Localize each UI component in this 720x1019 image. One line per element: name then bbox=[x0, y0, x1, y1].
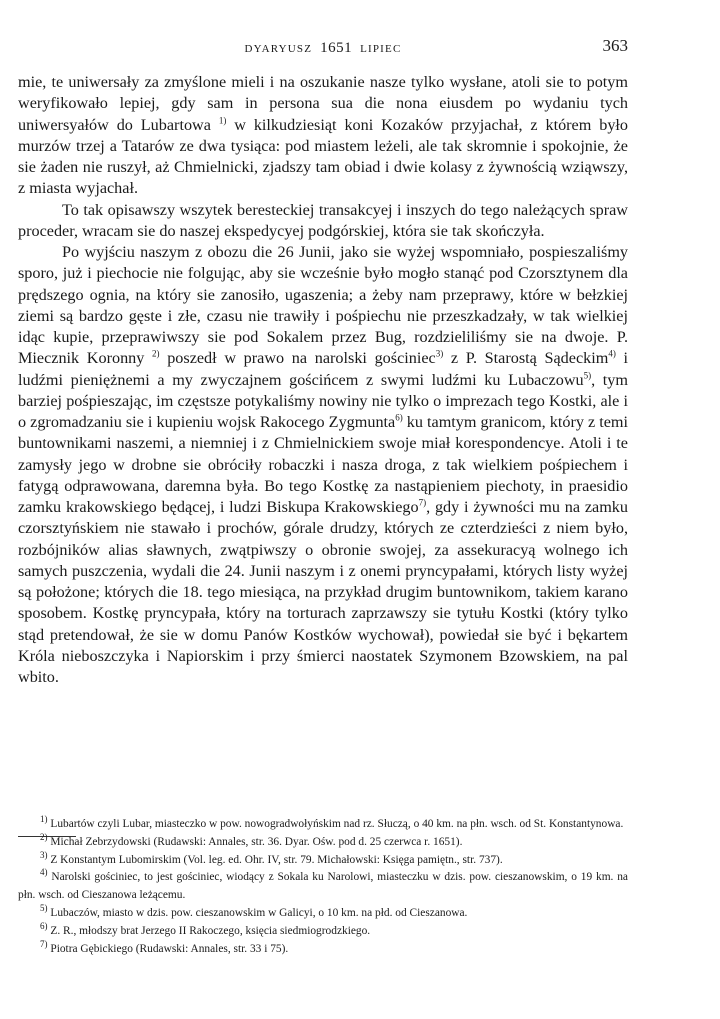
footnote-text: Z. R., młodszy brat Jerzego II Rakoczego, księcia siedmiogrodzkiego. bbox=[50, 924, 371, 937]
footnotes bbox=[18, 816, 628, 958]
main-text bbox=[18, 72, 628, 688]
footnote-mark: 7) bbox=[40, 938, 48, 949]
footnote bbox=[18, 869, 628, 905]
running-title-left: DYARYUSZ bbox=[244, 43, 313, 55]
text-run: w kilkudziesiąt koni Kozaków przyjachał, z którem było murzów trzej a Tatarów ze dwa tysiąca: pod miastem leżeli, ale tak skromnie i spokojnie, że sie żaden nie ruszył, aż Chmielnicki, zjadszy tam obiad i dwie kolasy z żywnością wziąwszy, z miasta wyjachał. bbox=[18, 115, 629, 198]
footnote-mark: 2) bbox=[40, 832, 48, 842]
text-run: z P. Starostą Sądeckim bbox=[450, 349, 609, 368]
text-run: , gdy i żywności mu na zamku czorsztyńskiem nie stawało i prochów, górale drudzy, których ze czterdzieści z niem było, rozbójników alias sławnych, zwątpiwszy o obronie swojej, za assekuracyą wolnego ich samych puszczenia, wydali die 24. Junii naszym i z onemi pryncypałami, których listy wyżej są położone; których die 18. tego miesiąca, na przykład drugim buntownikom, takiem karano sposobem. Kostkę pryncypała, który na torturach zaprzawszy sie tytułu Kostki (który tylko stąd pretendował, że sie w domu Panów Kostków wychował), powiedał sie być i bękartem Króla nieboszczyka i Napiorskim i przy śmierci naostatek Szymonem Bzowskiem, na pal wbito. bbox=[18, 498, 628, 686]
footnote-mark: 4) bbox=[40, 867, 48, 878]
footnote bbox=[18, 938, 628, 959]
text-run: Po wyjściu naszym z obozu die 26 Junii, jako sie wyżej wspomniało, pospieszaliśmy sporo, już i piechocie nie folgując, aby sie wcześnie było mogło stanąć pod Czorsztynem dla prędszego ognia, na który sie zanosiło, ugaszenia; a żeby nam przeprawy, które w bełzkiej ziemi są bardzo gęste i złe, czasu nie trawiły i pośpiechu nie przeszkadzały, w tak wielkiej idąc kupie, przeprawiwszy sie pod Sokalem przez Bug, rozdzieliliśmy sie na dwoje. P. Miecznik Koronny bbox=[18, 243, 628, 368]
footnote-text: Michał Zebrzydowski (Rudawski: Annales, str. 36. Dyar. Ośw. pod d. 25 czerwca r. 1651). bbox=[50, 835, 463, 848]
footnote-text: Z Konstantym Lubomirskim (Vol. leg. ed. Ohr. IV, str. 79. Michałowski: Księga pamiętn., str. 737). bbox=[50, 853, 503, 866]
text-run: poszedł w prawo na narolski gościniec bbox=[167, 349, 436, 368]
footnote bbox=[18, 834, 628, 852]
footnote-text: Lubartów czyli Lubar, miasteczko w pow. nowogradwołyńskim nad rz. Słuczą, o 40 km. na płn. wsch. od St. Konstantynowa. bbox=[50, 818, 624, 830]
paragraph: To tak opisawszy wszytek beresteckiej transakcyej i inszych do tego należących spraw proceder, wracam sie do naszej ekspedycyej podgórskiej, która sie tak skończyła. bbox=[18, 200, 628, 240]
footnote-text: Narolski gościniec, to jest gościniec, wiodący z Sokala ku Narolowi, miasteczku w dzis. pow. cieszanowskim, o 19 km. na płn. wsch. od Cieszanowa leżącemu. bbox=[18, 871, 628, 902]
footnote-mark: 1) bbox=[40, 814, 48, 825]
text-run: ku tamtym granicom, który z temi buntownikami naszemi, a niemniej i z Chmielnickiem swoje miał korespondencye. Atoli i te zamysły jego w drobne sie obróciły robaczki i nasza droga, z tak wielkiem pośpiechem i fatygą odprawowana, daremna była. Bo tego Kostkę za nastąpieniem piechoty, in praesidio zamku krakowskiego będącej, i ludzi Biskupa Krakowskiego bbox=[18, 413, 628, 516]
page-header bbox=[18, 34, 628, 62]
footnote-ref: 4) bbox=[608, 348, 616, 359]
footnote bbox=[18, 849, 628, 870]
footnote-mark: 6) bbox=[40, 920, 48, 931]
footnote-mark: 3) bbox=[40, 849, 48, 860]
footnote bbox=[18, 816, 628, 834]
footnote-ref: 3) bbox=[435, 348, 444, 359]
paragraph bbox=[18, 242, 628, 688]
footnote-ref: 1) bbox=[218, 115, 227, 126]
footnote-ref: 7) bbox=[418, 497, 427, 508]
text-run: mie, te uniwersały za zmyślone mieli i na oszukanie nasze tylko wysłane, atoli sie to potym weryfikowało lepiej, gdy sam in persona sua die nona eiusdem po wydaniu tych uniwersyałów do Lubartowa bbox=[18, 73, 628, 134]
footnote bbox=[18, 905, 628, 923]
footnote-ref: 5) bbox=[583, 370, 592, 381]
page-number: 363 bbox=[602, 36, 628, 55]
document-page bbox=[18, 0, 628, 1019]
footnote-ref: 2) bbox=[152, 348, 160, 359]
running-title-right: LIPIEC bbox=[360, 43, 402, 55]
paragraph bbox=[18, 72, 628, 200]
footnote-mark: 5) bbox=[40, 903, 48, 914]
footnote-text: Piotra Gębickiego (Rudawski: Annales, str. 33 i 75). bbox=[50, 942, 289, 955]
text-run: , tym barziej pośpieszając, im częstsze potykaliśmy nowiny nie tylko o imprezach tego Kostki, ale i o zgromadzaniu sie i kupieniu wojsk Rakocego Zygmunta bbox=[18, 370, 628, 431]
running-title bbox=[18, 40, 628, 57]
footnote bbox=[18, 920, 628, 941]
footnote-ref: 6) bbox=[395, 412, 403, 423]
text-run: i ludźmi pieniężnemi a my zwyczajnem gościńcem z swymi ludźmi ku Lubaczowu bbox=[18, 349, 628, 389]
footnote-text: Lubaczów, miasto w dzis. pow. cieszanowskim w Galicyi, o 10 km. na płd. od Cieszanowa. bbox=[50, 906, 468, 919]
running-title-year: 1651 bbox=[320, 40, 353, 56]
